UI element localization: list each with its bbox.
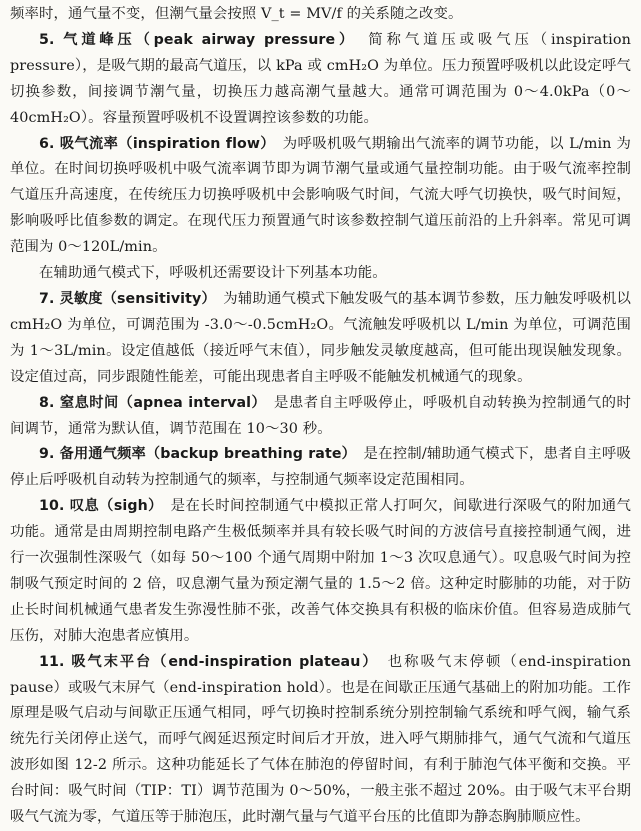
section-backup-breathing-rate <box>10 442 631 494</box>
section-heading: 11. 吸气末平台（end-inspiration plateau） <box>39 653 372 670</box>
section-end-inspiration-plateau <box>10 650 631 831</box>
section-heading: 8. 窒息时间（apnea interval） <box>39 394 260 411</box>
section-heading: 9. 备用通气频率（backup breathing rate） <box>39 446 349 463</box>
paragraph-assist-mode-intro: 在辅助通气模式下，呼吸机还需要设计下列基本功能。 <box>39 265 387 282</box>
section-heading: 5. 气道峰压（peak airway pressure） <box>39 31 350 48</box>
section-body: 是患者自主呼吸停止，呼吸机自动转换为控制通气的时间调节，通常为默认值，调节范围在 10～30 秒。 <box>10 394 631 437</box>
section-inspiration-flow <box>10 132 631 262</box>
section-body: 为辅助通气模式下触发吸气的基本调节参数，压力触发呼吸机以 cmH₂O 为单位，可调范围为 -3.0～-0.5cmH₂O。气流触发呼吸机以 L/min 为单位，可调范围为 1～3L/min。设定值越低（接近呼气末值），同步触发灵敏度越高，但可能出现误触发现象。设定值过高，同步跟随性能差，可能出现患者自主呼吸不能触发机械通气的现象。 <box>10 290 632 385</box>
section-body: 也称吸气末停顿（end-inspiration pause）或吸气末屏气（end-inspiration hold）。也是在间歇正压通气基础上的附加功能。工作原理是吸气启动与间歇正压通气相同，呼气切换时控制系统分别控制输气系统和呼气阀，输气系统先行关闭停止送气，而呼气阀延迟预定时间后才开放，进入呼气期肺排气，通气气流和气道压波形如图 12-2 所示。这种功能延长了气体在肺泡的停留时间，有利于肺泡气体平衡和交换。平台时间：吸气时间（TIP：TI）调节范围为 0～50%，一般主张不超过 20%。由于吸气末平台期吸气气流为零，气道压等于肺泡压，此时潮气量与气道平台压的比值即为静态胸肺顺应性。 <box>10 653 631 826</box>
section-body: 是在控制/辅助通气模式下，患者自主呼吸停止后呼吸机自动转为控制通气的频率，与控制通气频率设定范围相同。 <box>10 446 631 489</box>
section-heading: 10. 叹息（sigh） <box>39 498 156 515</box>
section-peak-airway-pressure <box>10 28 631 132</box>
section-body: 为呼吸机吸气期输出气流率的调节功能，以 L/min 为单位。在时间切换呼吸机中吸气流率调节即为调节潮气量或通气量控制功能。由于吸气流率控制气道压升高速度，在传统压力切换呼吸机中会影响吸气时间，气流大呼气切换快，吸气时间短，影响吸呼比值参数的调定。在现代压力预置通气时该参数控制气道压前沿的上升斜率。常见可调范围为 0～120L/min。 <box>10 135 631 256</box>
section-sensitivity <box>10 287 631 391</box>
section-heading: 6. 吸气流率（inspiration flow） <box>39 135 268 152</box>
section-sigh <box>10 494 631 649</box>
section-body: 是在长时间控制通气中模拟正常人打呵欠，间歇进行深吸气的附加通气功能。通常是由周期控制电路产生极低频率并具有较长吸气时间的方波信号直接控制通气阀，进行一次强制性深吸气（如每 50～100 个通气周期中附加 1～3 次叹息通气）。叹息吸气时间为控制吸气预定时间的 2 倍，叹息潮气量为预定潮气量的 1.5～2 倍。这种定时膨肺的功能，对于防止长时间机械通气患者发生弥漫性肺不张，改善气体交换具有积极的临床价值。但容易造成肺气压伤，对肺大泡患者应慎用。 <box>10 498 631 644</box>
section-body: 简称气道压或吸气压（inspiration pressure），是吸气期的最高气道压，以 kPa 或 cmH₂O 为单位。压力预置呼吸机以此设定呼气切换参数，间接调节潮气量，切换压力越高潮气量越大。通常可调范围为 0～4.0kPa（0～40cmH₂O）。容量预置呼吸机不设置调控该参数的功能。 <box>10 31 631 126</box>
paragraph-tidal-volume-continuation: 频率时，通气量不变，但潮气量会按照 V_t = MV/f 的关系随之改变。 <box>10 6 463 22</box>
section-apnea-interval <box>10 391 631 443</box>
section-heading: 7. 灵敏度（sensitivity） <box>39 290 209 307</box>
